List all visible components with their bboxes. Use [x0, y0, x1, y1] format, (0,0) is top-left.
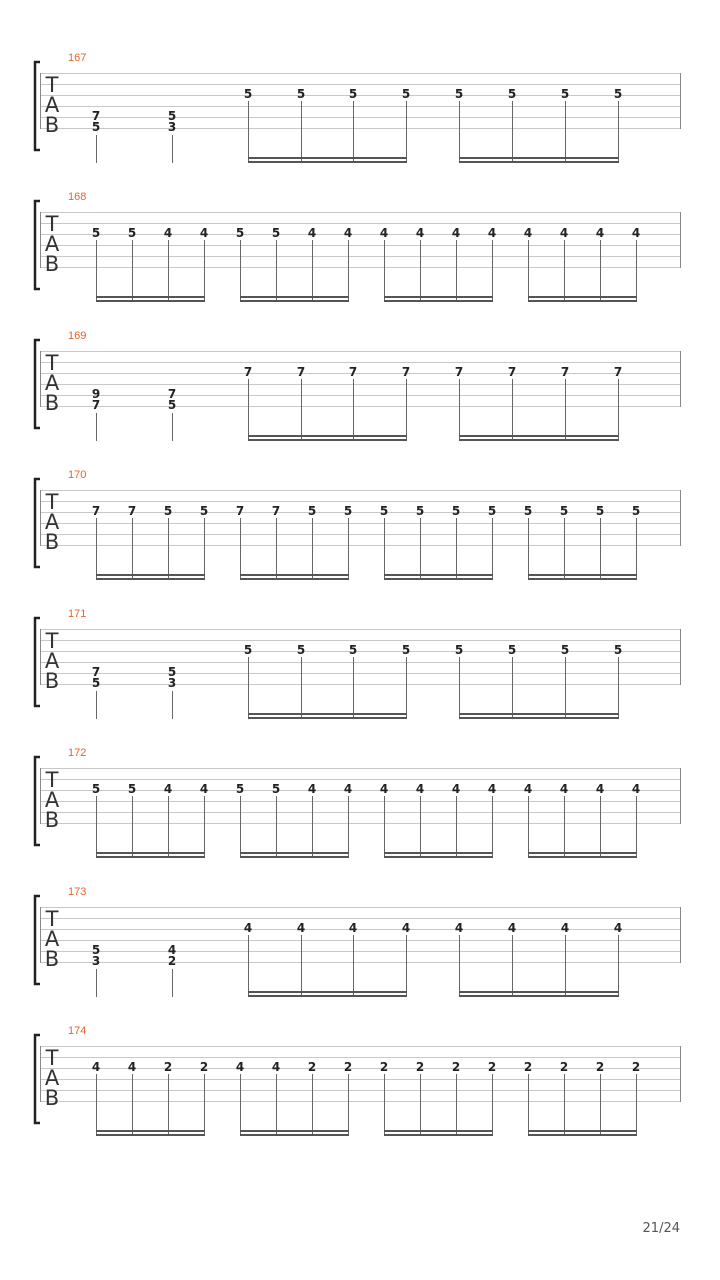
fret-number: 5: [296, 643, 306, 657]
fret-number: 5: [487, 504, 497, 518]
note-beam: [459, 713, 619, 715]
fret-number: 5: [91, 226, 101, 240]
measure-number: 171: [68, 608, 87, 620]
note-beam: [248, 991, 407, 993]
chord-fret-bottom: 3: [167, 676, 177, 690]
fret-number: 4: [415, 226, 425, 240]
tab-clef-letter: A: [44, 93, 60, 117]
fret-number: 4: [507, 921, 517, 935]
fret-number: 4: [523, 782, 533, 796]
note-beam: [384, 1134, 493, 1136]
note-beam: [528, 856, 637, 858]
tab-clef-letter: T: [45, 212, 59, 236]
tab-system: [35, 608, 681, 719]
fret-number: 5: [348, 643, 358, 657]
tab-system: [35, 469, 681, 580]
fret-number: 4: [235, 1060, 245, 1074]
tab-clef-letter: B: [44, 530, 60, 554]
fret-number: 4: [523, 226, 533, 240]
tab-clef-letter: A: [44, 649, 60, 673]
fret-number: 4: [451, 782, 461, 796]
fret-number: 5: [91, 782, 101, 796]
note-beam: [240, 296, 349, 298]
fret-number: 2: [199, 1060, 209, 1074]
chord-fret-bottom: 5: [91, 120, 101, 134]
fret-number: 5: [163, 504, 173, 518]
chord-fret-bottom: 5: [91, 676, 101, 690]
fret-number: 7: [296, 365, 306, 379]
fret-number: 4: [307, 226, 317, 240]
tab-system: [35, 330, 681, 441]
note-beam: [96, 578, 205, 580]
tab-clef-letter: T: [45, 351, 59, 375]
fret-number: 5: [348, 87, 358, 101]
fret-number: 2: [307, 1060, 317, 1074]
fret-number: 5: [235, 782, 245, 796]
fret-number: 5: [235, 226, 245, 240]
fret-number: 5: [595, 504, 605, 518]
tab-system: [35, 1025, 681, 1136]
note-beam: [96, 1134, 205, 1136]
fret-number: 5: [296, 87, 306, 101]
fret-number: 4: [243, 921, 253, 935]
note-beam: [240, 852, 349, 854]
fret-number: 4: [127, 1060, 137, 1074]
fret-number: 7: [127, 504, 137, 518]
measure-number: 168: [68, 191, 87, 203]
note-beam: [528, 1130, 637, 1132]
fret-number: 5: [613, 643, 623, 657]
system-bracket: [35, 618, 40, 706]
fret-number: 7: [507, 365, 517, 379]
system-bracket: [35, 1035, 40, 1123]
chord-fret-bottom: 3: [91, 954, 101, 968]
tab-system: [35, 191, 681, 302]
fret-number: 4: [271, 1060, 281, 1074]
fret-number: 5: [454, 87, 464, 101]
tab-clef-letter: B: [44, 113, 60, 137]
fret-number: 4: [559, 226, 569, 240]
note-beam: [248, 161, 407, 163]
fret-number: 4: [595, 782, 605, 796]
fret-number: 4: [379, 226, 389, 240]
tab-clef-letter: A: [44, 927, 60, 951]
page-number: 21/24: [642, 1221, 680, 1236]
tab-system: [35, 886, 681, 997]
measure-number: 172: [68, 747, 87, 759]
chord-fret-top: 7: [91, 109, 101, 123]
fret-number: 5: [307, 504, 317, 518]
fret-number: 7: [560, 365, 570, 379]
fret-number: 4: [631, 226, 641, 240]
fret-number: 2: [487, 1060, 497, 1074]
tab-clef-letter: T: [45, 768, 59, 792]
fret-number: 5: [271, 226, 281, 240]
note-beam: [384, 856, 493, 858]
fret-number: 5: [523, 504, 533, 518]
note-beam: [528, 852, 637, 854]
fret-number: 2: [523, 1060, 533, 1074]
note-beam: [96, 1130, 205, 1132]
fret-number: 4: [199, 782, 209, 796]
note-beam: [459, 157, 619, 159]
note-beam: [96, 300, 205, 302]
note-beam: [528, 1134, 637, 1136]
measure-number: 170: [68, 469, 87, 481]
fret-number: 4: [613, 921, 623, 935]
note-beam: [459, 991, 619, 993]
fret-number: 4: [560, 921, 570, 935]
fret-number: 4: [307, 782, 317, 796]
fret-number: 2: [595, 1060, 605, 1074]
fret-number: 5: [560, 643, 570, 657]
fret-number: 5: [271, 782, 281, 796]
note-beam: [459, 717, 619, 719]
fret-number: 7: [348, 365, 358, 379]
note-beam: [384, 300, 493, 302]
fret-number: 2: [343, 1060, 353, 1074]
fret-number: 4: [595, 226, 605, 240]
fret-number: 4: [163, 782, 173, 796]
chord-fret-top: 7: [91, 665, 101, 679]
note-beam: [240, 578, 349, 580]
note-beam: [248, 439, 407, 441]
note-beam: [240, 856, 349, 858]
note-beam: [384, 852, 493, 854]
chord-fret-top: 5: [91, 943, 101, 957]
fret-number: 4: [631, 782, 641, 796]
chord-fret-top: 5: [167, 109, 177, 123]
chord-fret-bottom: 3: [167, 120, 177, 134]
fret-number: 5: [560, 87, 570, 101]
system-bracket: [35, 896, 40, 984]
fret-number: 4: [487, 226, 497, 240]
tab-clef-letter: T: [45, 907, 59, 931]
note-beam: [384, 578, 493, 580]
system-bracket: [35, 757, 40, 845]
fret-number: 5: [631, 504, 641, 518]
note-beam: [384, 1130, 493, 1132]
fret-number: 4: [415, 782, 425, 796]
fret-number: 7: [401, 365, 411, 379]
fret-number: 2: [415, 1060, 425, 1074]
tab-system: [35, 747, 681, 858]
fret-number: 4: [199, 226, 209, 240]
fret-number: 4: [451, 226, 461, 240]
fret-number: 4: [348, 921, 358, 935]
fret-number: 4: [343, 782, 353, 796]
tab-clef-letter: A: [44, 788, 60, 812]
note-beam: [528, 578, 637, 580]
note-beam: [248, 713, 407, 715]
tab-clef-letter: B: [44, 252, 60, 276]
note-beam: [528, 296, 637, 298]
fret-number: 7: [271, 504, 281, 518]
chord-fret-bottom: 5: [167, 398, 177, 412]
fret-number: 5: [401, 87, 411, 101]
note-beam: [240, 1134, 349, 1136]
note-beam: [248, 435, 407, 437]
chord-fret-top: 4: [167, 943, 177, 957]
note-beam: [96, 852, 205, 854]
tab-clef-letter: T: [45, 73, 59, 97]
fret-number: 2: [379, 1060, 389, 1074]
fret-number: 5: [507, 87, 517, 101]
chord-fret-top: 9: [91, 387, 101, 401]
measure-number: 167: [68, 52, 87, 64]
fret-number: 4: [559, 782, 569, 796]
fret-number: 7: [91, 504, 101, 518]
note-beam: [459, 439, 619, 441]
note-beam: [96, 574, 205, 576]
tab-clef-letter: A: [44, 232, 60, 256]
fret-number: 5: [415, 504, 425, 518]
tab-clef-letter: B: [44, 391, 60, 415]
fret-number: 5: [243, 87, 253, 101]
chord-fret-top: 7: [167, 387, 177, 401]
system-bracket: [35, 340, 40, 428]
fret-number: 4: [454, 921, 464, 935]
tab-clef-letter: B: [44, 808, 60, 832]
fret-number: 5: [559, 504, 569, 518]
chord-fret-bottom: 7: [91, 398, 101, 412]
note-beam: [240, 300, 349, 302]
fret-number: 4: [401, 921, 411, 935]
tab-clef-letter: T: [45, 490, 59, 514]
tab-clef-letter: A: [44, 371, 60, 395]
note-beam: [96, 856, 205, 858]
fret-number: 2: [559, 1060, 569, 1074]
tab-clef-letter: B: [44, 1086, 60, 1110]
note-beam: [248, 995, 407, 997]
fret-number: 2: [163, 1060, 173, 1074]
measure-number: 169: [68, 330, 87, 342]
tab-system: [35, 52, 681, 163]
fret-number: 4: [163, 226, 173, 240]
fret-number: 4: [343, 226, 353, 240]
system-bracket: [35, 62, 40, 150]
note-beam: [384, 574, 493, 576]
note-beam: [528, 300, 637, 302]
fret-number: 4: [379, 782, 389, 796]
fret-number: 4: [487, 782, 497, 796]
fret-number: 2: [631, 1060, 641, 1074]
tab-clef-letter: A: [44, 1066, 60, 1090]
fret-number: 5: [379, 504, 389, 518]
note-beam: [528, 574, 637, 576]
tab-clef-letter: T: [45, 629, 59, 653]
chord-fret-bottom: 2: [167, 954, 177, 968]
fret-number: 5: [454, 643, 464, 657]
note-beam: [459, 435, 619, 437]
fret-number: 5: [507, 643, 517, 657]
fret-number: 5: [613, 87, 623, 101]
tab-clef-letter: T: [45, 1046, 59, 1070]
fret-number: 5: [127, 226, 137, 240]
measure-number: 174: [68, 1025, 87, 1037]
fret-number: 7: [235, 504, 245, 518]
fret-number: 4: [296, 921, 306, 935]
fret-number: 4: [91, 1060, 101, 1074]
fret-number: 5: [343, 504, 353, 518]
note-beam: [96, 296, 205, 298]
fret-number: 7: [243, 365, 253, 379]
fret-number: 5: [451, 504, 461, 518]
note-beam: [248, 157, 407, 159]
note-beam: [384, 296, 493, 298]
system-bracket: [35, 201, 40, 289]
tab-clef-letter: B: [44, 947, 60, 971]
note-beam: [248, 717, 407, 719]
note-beam: [459, 995, 619, 997]
note-beam: [459, 161, 619, 163]
fret-number: 5: [243, 643, 253, 657]
fret-number: 5: [199, 504, 209, 518]
fret-number: 5: [401, 643, 411, 657]
fret-number: 2: [451, 1060, 461, 1074]
measure-number: 173: [68, 886, 87, 898]
fret-number: 7: [613, 365, 623, 379]
fret-number: 7: [454, 365, 464, 379]
fret-number: 5: [127, 782, 137, 796]
note-beam: [240, 574, 349, 576]
note-beam: [240, 1130, 349, 1132]
tab-clef-letter: A: [44, 510, 60, 534]
chord-fret-top: 5: [167, 665, 177, 679]
tab-clef-letter: B: [44, 669, 60, 693]
system-bracket: [35, 479, 40, 567]
